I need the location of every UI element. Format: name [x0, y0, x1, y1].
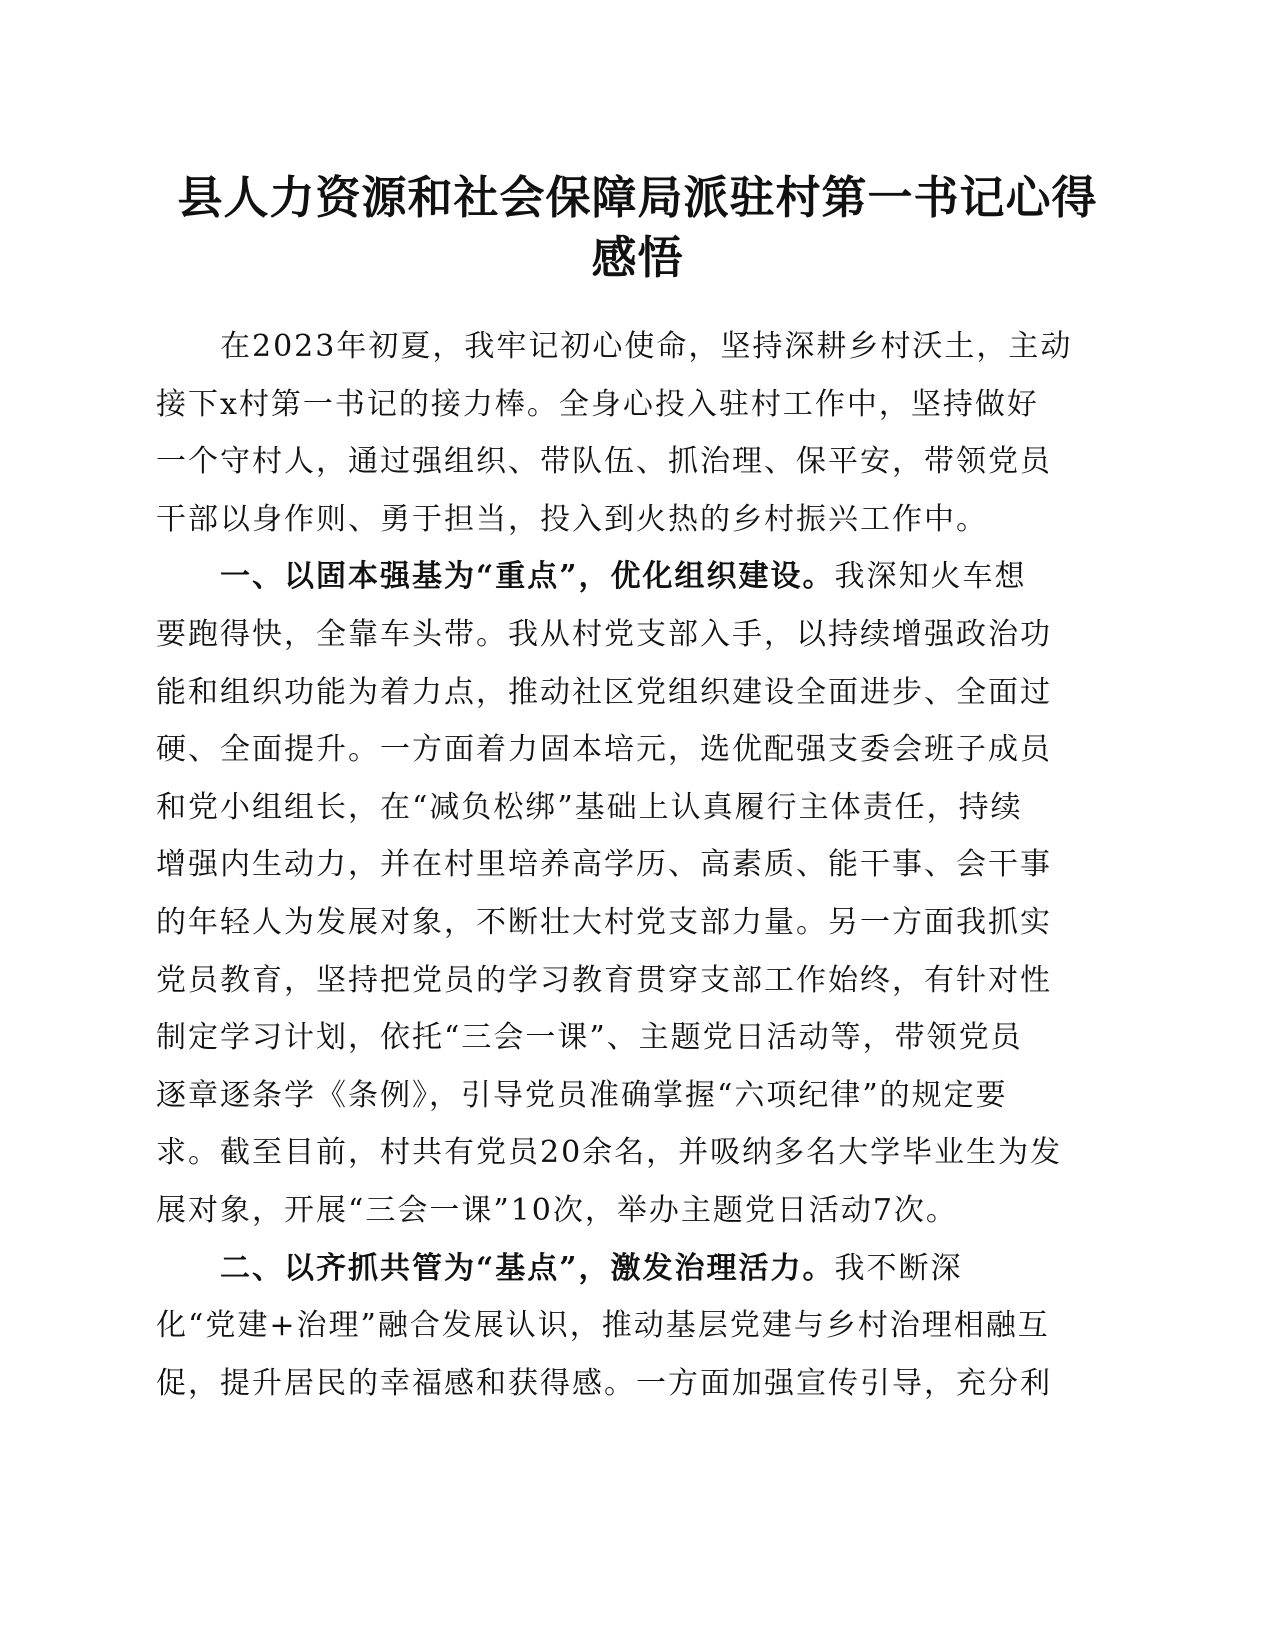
text-fragment: 我深知火车想 — [834, 559, 1027, 595]
text-line: 求。截至目前，村共有党员20余名，并吸纳多名大学毕业生为发 — [156, 1135, 1063, 1171]
paragraph-intro — [156, 318, 1091, 548]
title-line: 县人力资源和社会保障局派驻村第一书记心得 — [177, 171, 1098, 224]
text-line: 接下x村第一书记的接力棒。全身心投入驻村工作中，坚持做好 — [156, 386, 1039, 422]
text-line: 化“党建+治理”融合发展认识，推动基层党建与乡村治理相融互 — [156, 1308, 1050, 1344]
section-heading: 二、以齐抓共管为“基点”，激发治理活力。 — [220, 1250, 835, 1286]
text-line: 干部以身作则、勇于担当，投入到火热的乡村振兴工作中。 — [156, 501, 988, 537]
text-line: 能和组织功能为着力点，推动社区党组织建设全面进步、全面过 — [156, 674, 1052, 710]
document-title — [120, 168, 1155, 288]
document-body — [156, 318, 1091, 1412]
text-line: 党员教育，坚持把党员的学习教育贯穿支部工作始终，有针对性 — [156, 962, 1052, 998]
paragraph-section-2 — [156, 1240, 1091, 1413]
text-line: 促，提升居民的幸福感和获得感。一方面加强宣传引导，充分利 — [156, 1365, 1052, 1401]
text-line: 制定学习计划，依托“三会一课”、主题党日活动等，带领党员 — [156, 1020, 1023, 1056]
text-line: 要跑得快，全靠车头带。我从村党支部入手，以持续增强政治功 — [156, 616, 1052, 652]
text-line: 逐章逐条学《条例》，引导党员准确掌握“六项纪律”的规定要 — [156, 1077, 1008, 1113]
text-line: 增强内生动力，并在村里培养高学历、高素质、能干事、会干事 — [156, 847, 1052, 883]
text-line: 和党小组组长，在“减负松绑”基础上认真履行主体责任，持续 — [156, 789, 1023, 825]
text-fragment: 我不断深 — [834, 1250, 963, 1286]
text-line — [156, 548, 1091, 606]
text-line: 硬、全面提升。一方面着力固本培元，选优配强支委会班子成员 — [156, 732, 1052, 768]
text-line: 展对象，开展“三会一课”10次，举办主题党日活动7次。 — [156, 1192, 958, 1228]
section-heading: 一、以固本强基为“重点”，优化组织建设。 — [220, 559, 835, 595]
paragraph-section-1 — [156, 548, 1091, 1239]
title-line: 感悟 — [591, 231, 684, 284]
text-line: 在2023年初夏，我牢记初心使命，坚持深耕乡村沃土，主动 — [220, 329, 1073, 364]
text-line — [156, 1240, 1091, 1298]
text-line: 的年轻人为发展对象，不断壮大村党支部力量。另一方面我抓实 — [156, 904, 1052, 940]
text-line: 一个守村人，通过强组织、带队伍、抓治理、保平安，带领党员 — [156, 444, 1052, 480]
